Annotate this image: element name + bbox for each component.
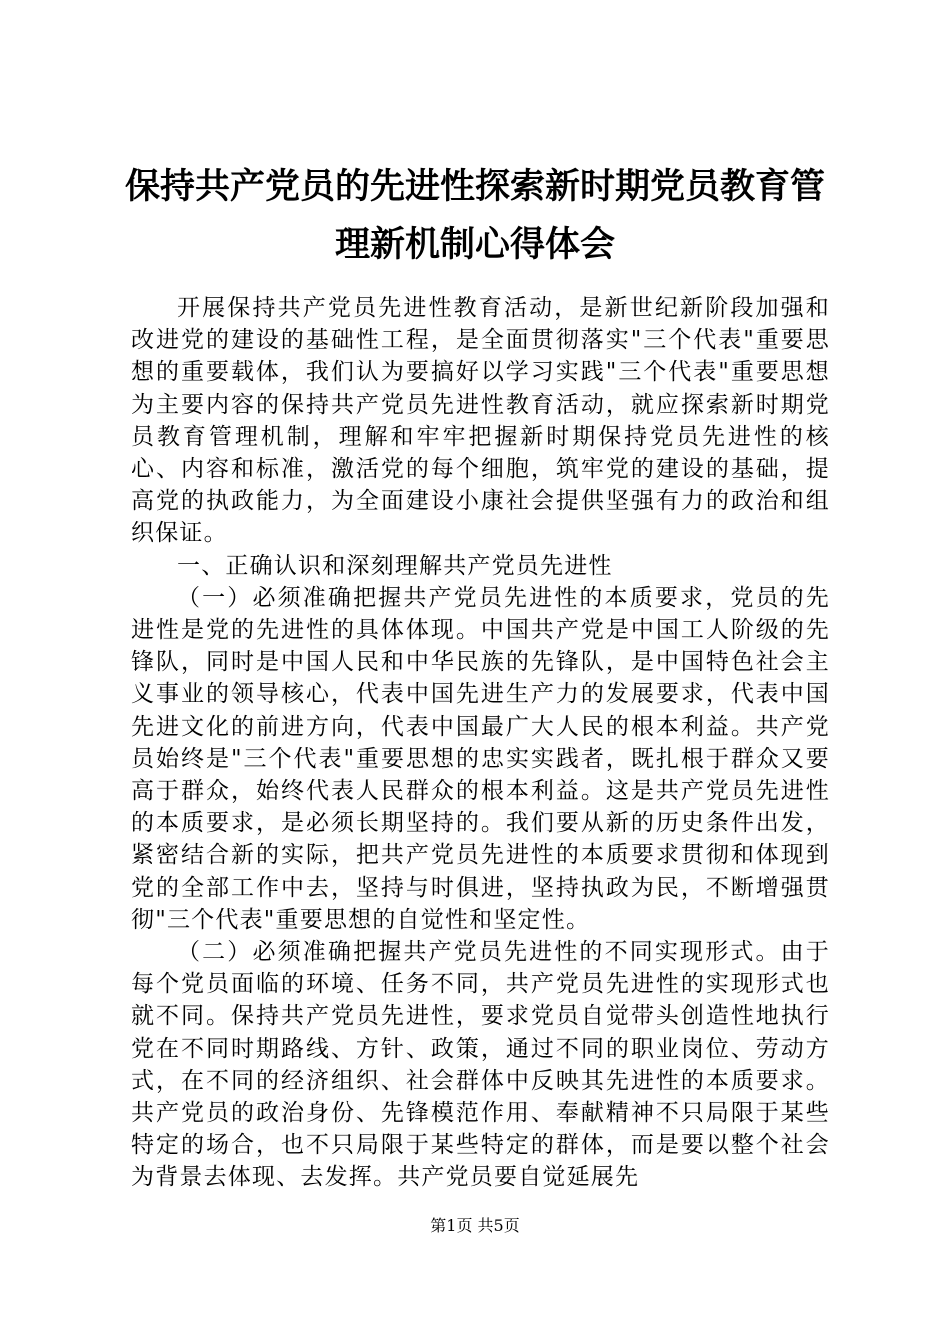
paragraph-intro: 开展保持共产党员先进性教育活动，是新世纪新阶段加强和改进党的建设的基础性工程，是全面贯彻落实"三个代表"重要思想的重要载体，我们认为要搞好以学习实践"三个代表"重要思想为主要内容的保持共产党员先进性教育活动，就应探索新时期党员教育管理机制，理解和牢牢把握新时期保持党员先进性的核心、内容和标准，激活党的每个细胞，筑牢党的建设的基础，提高党的执政能力，为全面建设小康社会提供坚强有力的政治和组织保证。 — [131, 295, 830, 547]
page-number-footer: 第1页 共5页 — [430, 1216, 520, 1235]
paragraph-subsection-2: （二）必须准确把握共产党员先进性的不同实现形式。由于每个党员面临的环境、任务不同，共产党员先进性的实现形式也就不同。保持共产党员先进性，要求党员自觉带头创造性地执行党在不同时期路线、方针、政策，通过不同的职业岗位、劳动方式，在不同的经济组织、社会群体中反映其先进性的本质要求。共产党员的政治身份、先锋模范作用、奉献精神不只局限于某些特定的场合，也不只局限于某些特定的群体，而是要以整个社会为背景去体现、去发挥。共产党员要自觉延展先 — [131, 939, 830, 1191]
paragraph-subsection-1: （一）必须准确把握共产党员先进性的本质要求，党员的先进性是党的先进性的具体体现。中国共产党是中国工人阶级的先锋队，同时是中国人民和中华民族的先锋队，是中国特色社会主义事业的领导核心，代表中国先进生产力的发展要求，代表中国先进文化的前进方向，代表中国最广大人民的根本利益。共产党员始终是"三个代表"重要思想的忠实实践者，既扎根于群众又要高于群众，始终代表人民群众的根本利益。这是共产党员先进性的本质要求，是必须长期坚持的。我们要从新的历史条件出发，紧密结合新的实际，把共产党员先进性的本质要求贯彻和体现到党的全部工作中去，坚持与时俱进，坚持执政为民，不断增强贯彻"三个代表"重要思想的自觉性和坚定性。 — [131, 584, 830, 933]
section-heading-1: 一、正确认识和深刻理解共产党员先进性 — [177, 552, 613, 579]
document-body — [131, 292, 830, 1194]
document-title: 保持共产党员的先进性探索新时期党员教育管理新机制心得体会 — [124, 167, 825, 265]
